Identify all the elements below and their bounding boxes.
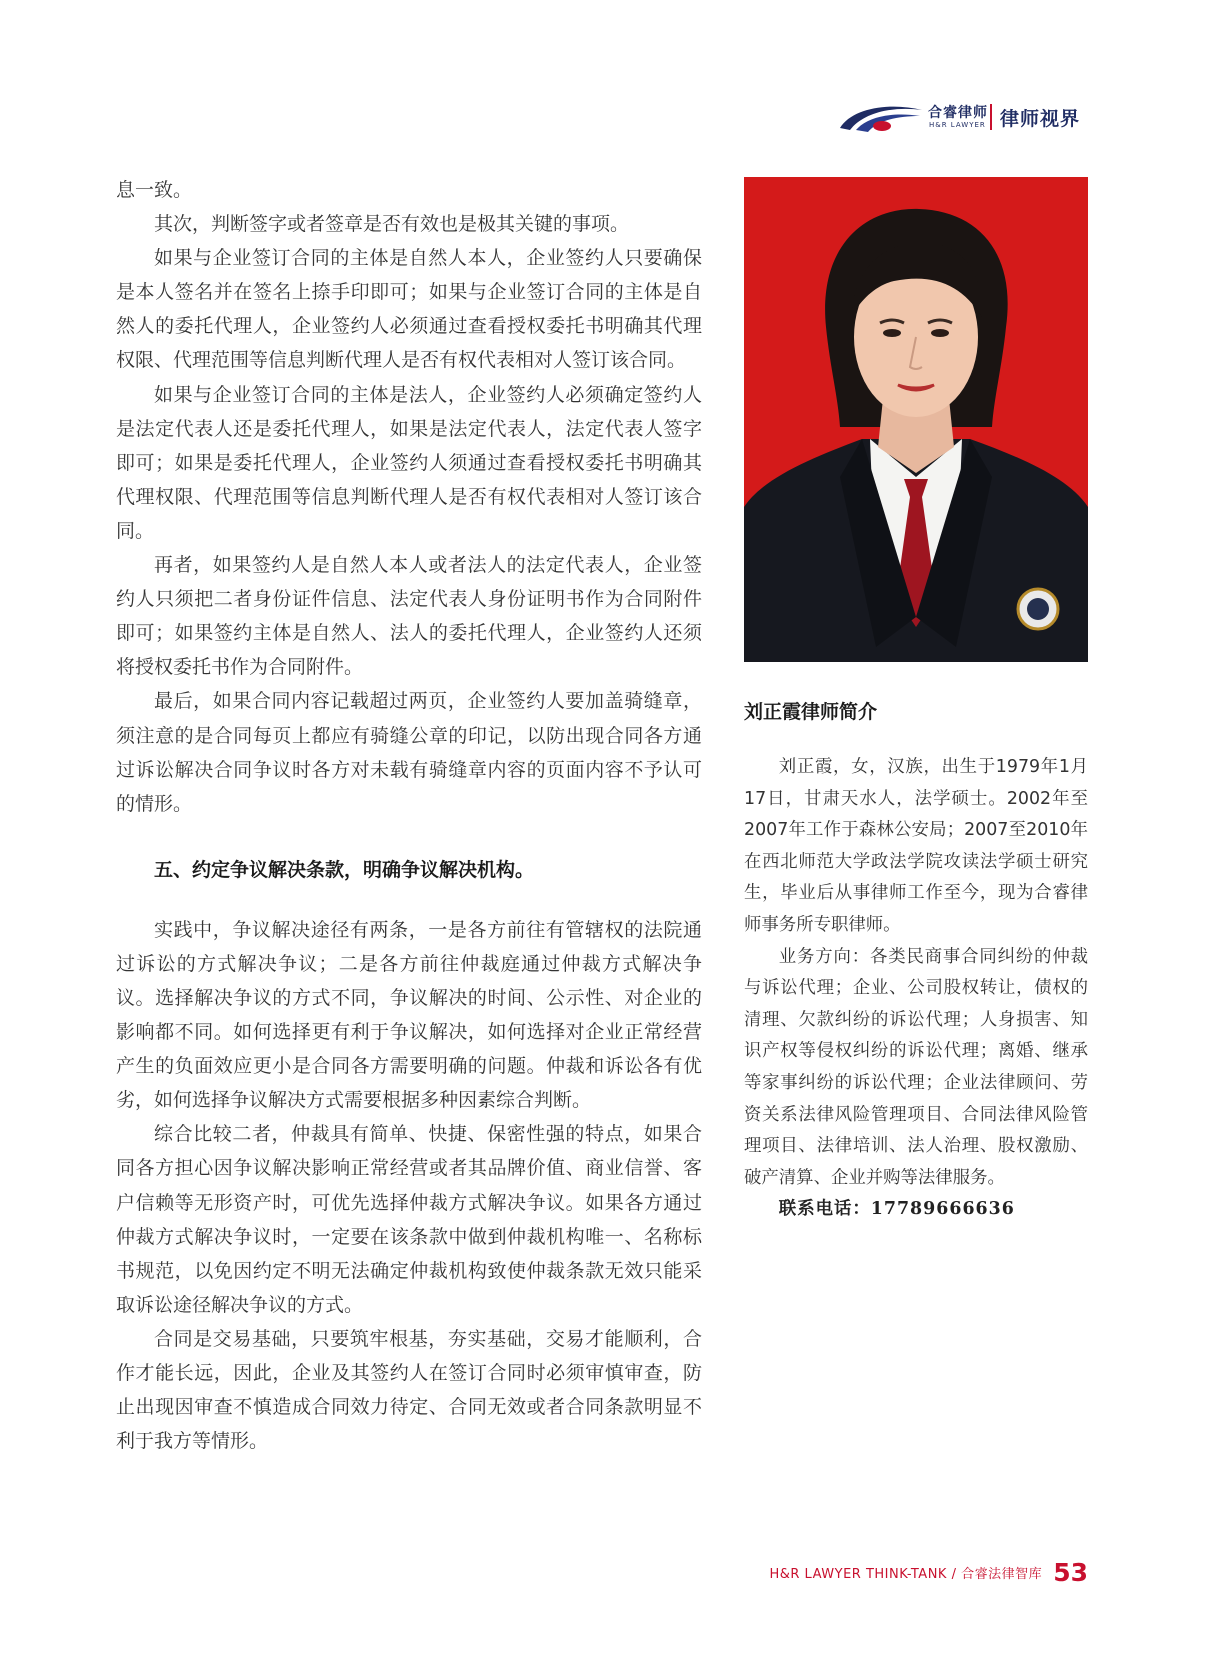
page-number: 53	[1053, 1558, 1088, 1587]
article-paragraph: 再者，如果签约人是自然人本人或者法人的法定代表人，企业签约人只须把二者身份证件信息、法定代表人身份证明书作为合同附件即可；如果签约主体是自然人、法人的委托代理人，企业签约人还须将授权委托书作为合同附件。	[116, 554, 702, 679]
bio-body	[744, 752, 1088, 1226]
logo-english-name: H&R LAWYER	[929, 121, 986, 129]
bio-paragraph: 业务方向：各类民商事合同纠纷的仲裁与诉讼代理；企业、公司股权转让，债权的清理、欠款纠纷的诉讼代理；人身损害、知识产权等侵权纠纷的诉讼代理；离婚、继承等家事纠纷的诉讼代理；企业法律顾问、劳资关系法律风险管理项目、合同法律风险管理项目、法律培训、法人治理、股权激励、破产清算、企业并购等法律服务。	[744, 946, 1088, 1188]
article-paragraph: 最后，如果合同内容记载超过两页，企业签约人要加盖骑缝章，须注意的是合同每页上都应有骑缝公章的印记，以防出现合同各方通过诉讼解决合同争议时各方对未载有骑缝章内容的页面内容不予认可的情形。	[116, 690, 702, 815]
article-paragraph: 合同是交易基础，只要筑牢根基，夯实基础，交易才能顺利，合作才能长远，因此，企业及其签约人在签订合同时必须审慎审查，防止出现因审查不慎造成合同效力待定、合同无效或者合同条款明显不利于我方等情形。	[116, 1327, 702, 1453]
article-paragraph: 实践中，争议解决途径有两条，一是各方前往有管辖权的法院通过诉讼的方式解决争议；二是各方前往仲裁庭通过仲裁方式解决争议。选择解决争议的方式不同，争议解决的时间、公示性、对企业的影响都不同。如何选择更有利于争议解决，如何选择对企业正常经营产生的负面效应更小是合同各方需要明确的问题。仲裁和诉讼各有优劣，如何选择争议解决方式需要根据多种因素综合判断。	[116, 918, 702, 1112]
header-divider	[990, 104, 992, 130]
contact-phone: 联系电话：17789666636	[778, 1199, 1015, 1220]
logo-chinese-name: 合睿律师	[928, 105, 988, 121]
portrait-illustration	[744, 177, 1088, 662]
bio-paragraph: 刘正霞，女，汉族，出生于1979年1月17日，甘肃天水人，法学硕士。2002年至2007年工作于森林公安局；2007至2010年在西北师范大学政法学院攻读法学硕士研究生，毕业后从事律师工作至今，现为合睿律师事务所专职律师。	[744, 757, 1088, 935]
article-paragraph: 如果与企业签订合同的主体是法人，企业签约人必须确定签约人是法定代表人还是委托代理人，如果是法定代表人，法定代表人签字即可；如果是委托代理人，企业签约人须通过查看授权委托书明确其代理权限、代理范围等信息判断代理人是否有权代表相对人签订该合同。	[116, 383, 702, 542]
page-header	[838, 98, 1088, 140]
article-body	[116, 173, 702, 1458]
article-paragraph: 息一致。	[116, 179, 193, 201]
article-paragraph: 如果与企业签订合同的主体是自然人本人，企业签约人只要确保是本人签名并在签名上捺手印即可；如果与企业签订合同的主体是自然人的委托代理人，企业签约人必须通过查看授权委托书明确其代理权限、代理范围等信息判断代理人是否有权代表相对人签订该合同。	[116, 247, 702, 372]
page-footer	[769, 1558, 1088, 1587]
article-paragraph: 其次，判断签字或者签章是否有效也是极其关键的事项。	[154, 213, 630, 236]
footer-publication: H&R LAWYER THINK-TANK / 合睿法律智库	[769, 1567, 1043, 1582]
bio-title: 刘正霞律师简介	[744, 701, 878, 723]
lawyer-portrait	[744, 177, 1088, 662]
section-heading: 五、约定争议解决条款，明确争议解决机构。	[154, 858, 535, 881]
article-paragraph: 综合比较二者，仲裁具有简单、快捷、保密性强的特点，如果合同各方担心因争议解决影响正常经营或者其品牌价值、商业信誉、客户信赖等无形资产时，可优先选择仲裁方式解决争议。如果各方通过仲裁方式解决争议时，一定要在该条款中做到仲裁机构唯一、名称标书规范，以免因约定不明无法确定仲裁机构致使仲裁条款无效只能采取诉讼途径解决争议的方式。	[116, 1123, 702, 1316]
section-title: 律师视界	[1000, 108, 1081, 130]
swoosh-logo-icon	[838, 102, 924, 136]
